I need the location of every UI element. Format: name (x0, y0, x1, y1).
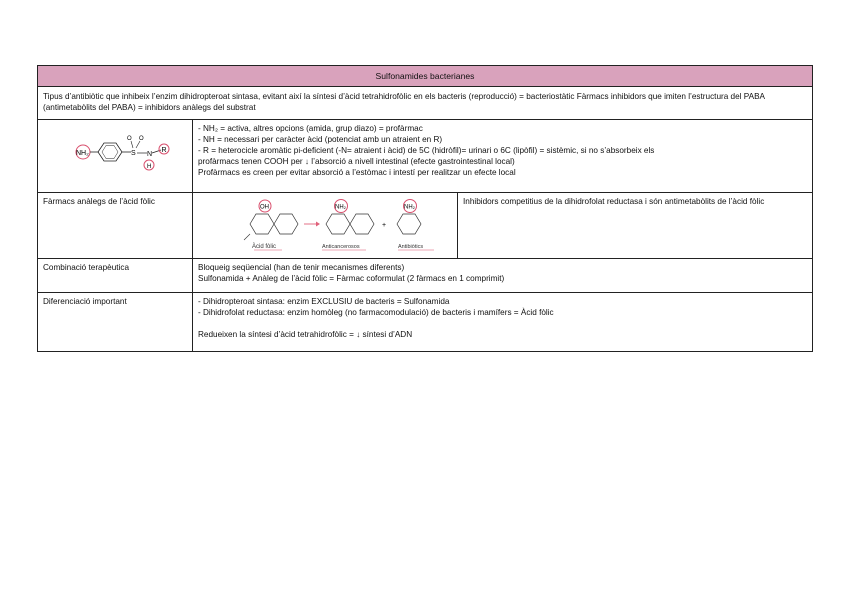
difference-line: - Dihidropteroat sintasa: enzim EXCLUSIU de bacteris = Sulfonamida (198, 297, 450, 306)
nitrogen-label: N (147, 151, 153, 158)
sulfonamide-structure (38, 120, 193, 192)
analogs-description: Inhibidors competitius de la dihidrofolat reductasa i són antimetabòlits de l’àcid fòlic (463, 197, 765, 206)
nh2-label-a: NH₂ (335, 204, 346, 211)
intro-text: Tipus d’antibiòtic que inhibeix l’enzim dihidropteroat sintasa, evitant així la síntesi d’àcid tetrahidrofòlic en els bacteris (reproducció) = bacteriostàtic Fàrmacs inhibidors que imiten l’estructura del PABA (antimetabòlits del PABA) = inhibidors anàlegs del substrat (43, 92, 765, 112)
r-group-label: R (161, 147, 167, 154)
anticancer-label: Anticancerosos (322, 244, 360, 250)
note-line: - NH = necessari per caràcter àcid (potenciat amb un atraient en R) (198, 135, 443, 144)
nh2-label-b: NH₂ (404, 204, 415, 211)
folic-analogs-drawing (198, 196, 453, 252)
table-header (38, 66, 812, 86)
oxygen-label-2: O (139, 136, 144, 142)
note-line: profàrmacs tenen COOH per ↓ l’absorció a nivell intestinal (efecte gastrointestinal local) (198, 157, 515, 166)
note-line: - NH₂ = activa, altres opcions (amida, grup diazo) = profàrmac (198, 124, 423, 133)
plus-sign: + (382, 222, 387, 229)
difference-conclusion: Redueixen la síntesi d’àcid tetrahidrofòlic = ↓ síntesi d’ADN (198, 330, 413, 339)
difference-row (38, 292, 812, 351)
oh-label: OH (260, 204, 269, 211)
difference-label: Diferenciació important (38, 293, 193, 351)
note-line: - R = heterocicle aromàtic pi-deficient (-N= atraient i àcid) de 5C (hidròfil)= urinari o 6C (lipòfil) = sistèmic, si no s’absorbeix els (198, 146, 655, 155)
structure-notes (193, 120, 812, 192)
summary-table (37, 65, 813, 352)
analogs-row (38, 192, 812, 258)
combination-row (38, 258, 812, 292)
intro-row (38, 86, 812, 119)
table-title: Sulfonamides bacterianes (375, 70, 475, 81)
analogs-figure (193, 193, 458, 258)
structure-row (38, 119, 812, 192)
hydrogen-label: H (147, 164, 152, 170)
sulfonamide-molecule-drawing (43, 123, 188, 185)
difference-line: - Dihidrofolat reductasa: enzim homòleg (no farmacomodulació) de bacteris i mamífers = Àcid fòlic (198, 308, 554, 317)
combination-label: Combinació terapèutica (38, 259, 193, 292)
folic-acid-label: Àcid fòlic (252, 244, 277, 250)
analogs-label: Fàrmacs anàlegs de l’àcid fòlic (38, 193, 193, 258)
difference-notes (193, 293, 812, 351)
sulfur-label: S (131, 150, 136, 157)
note-line: Profàrmacs es creen per evitar absorció a l’estòmac i intestí per realitzar un efecte local (198, 168, 516, 177)
combination-line: Sulfonamida + Anàleg de l’àcid fòlic = Fàrmac coformulat (2 fàrmacs en 1 comprimit) (198, 274, 505, 283)
combination-notes (193, 259, 812, 292)
nh2-label: NH₂ (76, 150, 89, 157)
combination-line: Bloqueig seqüencial (han de tenir mecanismes diferents) (198, 263, 405, 272)
oxygen-label-1: O (127, 136, 132, 142)
antibiotic-label: Antibiòtics (398, 244, 424, 250)
